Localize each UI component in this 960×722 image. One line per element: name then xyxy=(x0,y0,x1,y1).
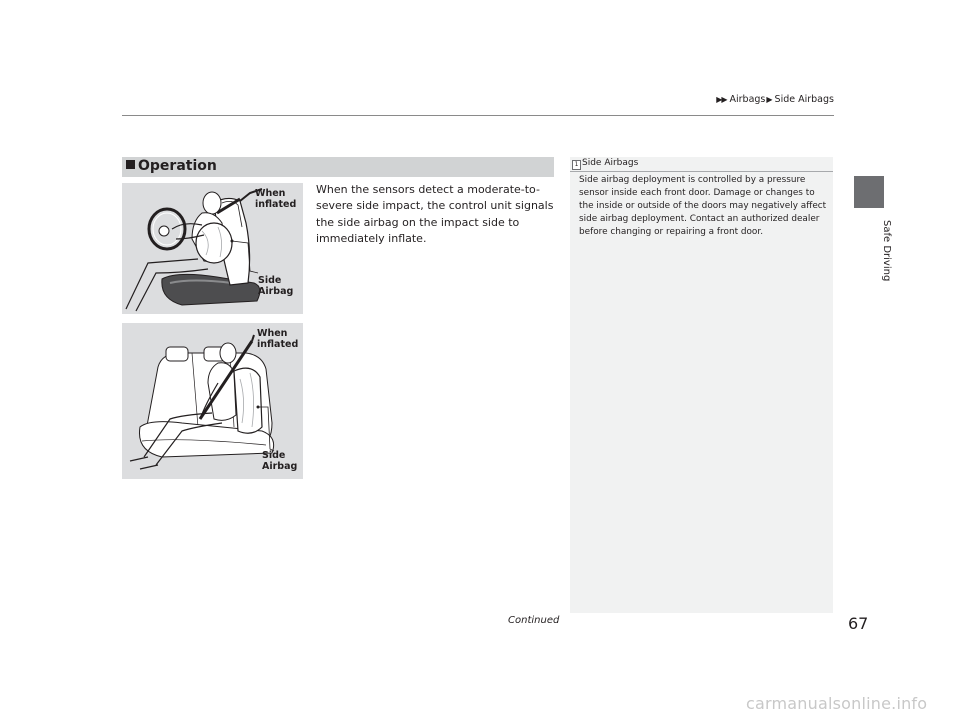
figure-rear-seat xyxy=(122,323,303,479)
figure-front-seat xyxy=(122,183,303,314)
header-rule xyxy=(122,115,834,116)
breadcrumb xyxy=(600,94,834,105)
reference-icon: 1 xyxy=(572,160,581,170)
chapter-label: Safe Driving xyxy=(881,220,892,282)
page-number: 67 xyxy=(848,614,869,633)
breadcrumb-separator-icon: ▶ xyxy=(766,95,772,104)
chapter-tab xyxy=(854,176,884,208)
note-title: Side Airbags xyxy=(582,158,639,168)
label-when-inflated: When inflated xyxy=(255,188,297,210)
label-when-inflated: When inflated xyxy=(257,328,299,350)
note-header xyxy=(570,157,833,172)
section-header xyxy=(122,157,554,177)
note-panel xyxy=(570,157,833,613)
watermark: carmanualsonline.info xyxy=(746,694,928,713)
note-text: Side airbag deployment is controlled by a pressure sensor inside each front door. Damage or changes to the inside or outside of the doors may negatively affect side airbag deployment. Contact an authorized dealer before changing or repairing a front door. xyxy=(579,175,827,237)
section-bullet-icon xyxy=(126,160,135,169)
breadcrumb-item-airbags[interactable]: Airbags xyxy=(729,94,766,105)
section-body: When the sensors detect a moderate-to-severe side impact, the control unit signals the side airbag on the impact side to immediately inflate. xyxy=(316,183,554,246)
section-title-text: Operation xyxy=(138,158,217,174)
continued-label: Continued xyxy=(508,615,560,626)
section-title xyxy=(126,158,217,174)
breadcrumb-arrow-icon: ▶▶ xyxy=(716,95,727,104)
label-side-airbag: Side Airbag xyxy=(262,450,298,472)
label-side-airbag: Side Airbag xyxy=(258,275,294,297)
breadcrumb-item-side-airbags[interactable]: Side Airbags xyxy=(774,94,834,105)
